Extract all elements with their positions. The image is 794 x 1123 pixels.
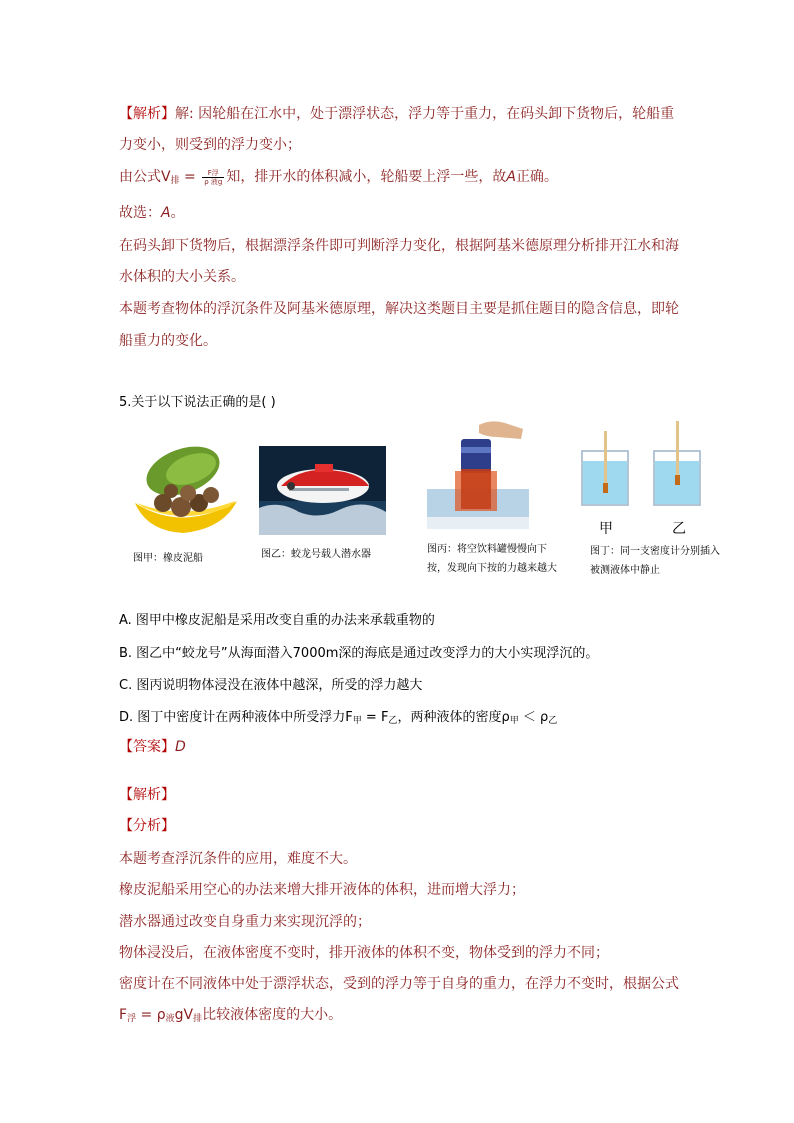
fenxi-tag: 【分析】 (119, 818, 175, 834)
option-d: D. 图丁中密度计在两种液体中所受浮力$F_甲 = F_乙$，两种液体的密度$\rho_甲 < \rho_乙$ (119, 710, 558, 726)
analysis-bottom-line-3: 潜水器通过改变自身重力来实现沉浮的； (119, 914, 371, 930)
caption-yi: 图乙：蛟龙号载人潜水器 (261, 549, 371, 560)
beaker-label-jia: 甲 (599, 521, 613, 537)
analysis-bottom-line-2: 橡皮泥船采用空心的办法来增大排开液体的体积，进而增大浮力； (119, 882, 525, 898)
figure-submersible (259, 446, 386, 535)
analysis-bottom-line-6: $F_浮 = \rho_液gV_排$比较液体密度的大小。 (119, 1007, 343, 1024)
caption-ding: 图丁：同一支密度计分别插入被测液体中静止 (590, 546, 720, 576)
figure-hydrometers (580, 421, 716, 507)
choose-line: 故选：A。 (119, 205, 185, 221)
caption-bing: 图丙：将空饮料罐慢慢向下按，发现向下按的力越来越大 (427, 544, 557, 574)
caption-jia: 图甲：橡皮泥船 (133, 553, 203, 564)
figure-rubber-boat (133, 441, 239, 538)
analysis-paragraph-4b: 水体积的大小关系。 (119, 269, 245, 285)
analysis-paragraph-5b: 船重力的变化。 (119, 333, 217, 349)
analysis-bottom-line-4: 物体浸没后，在液体密度不变时，排开液体的体积不变，物体受到的浮力不同； (119, 945, 609, 961)
analysis-bottom-line-1: 本题考查浮沉条件的应用，难度不大。 (119, 851, 357, 867)
formula-line: 由公式$V_排$ = $\frac{\text{F浮}}{\text{ρ 液g}}$ 知，排开水的体积减小，轮船要上浮一些，故A正确。 (119, 168, 558, 186)
analysis-paragraph-4a: 在码头卸下货物后，根据漂浮条件即可判断浮力变化，根据阿基米德原理分析排开江水和海 (119, 238, 679, 254)
analysis-bottom-line-5: 密度计在不同液体中处于漂浮状态，受到的浮力等于自身的重力，在浮力不变时，根据公式 (119, 976, 679, 992)
answer-line (119, 737, 186, 757)
answer-value: D (175, 739, 186, 755)
formula-fraction: $\frac{\text{F浮}}{\text{ρ 液g}}$ (204, 168, 223, 186)
analysis-paragraph-5a: 本题考查物体的浮沉条件及阿基米德原理，解决这类题目主要是抓住题目的隐含信息，即轮 (119, 301, 679, 317)
option-a: A. 图甲中橡皮泥船是采用改变自重的办法来承载重物的 (119, 613, 435, 628)
beaker-label-yi: 乙 (672, 521, 686, 537)
option-c: C. 图丙说明物体浸没在液体中越深，所受的浮力越大 (119, 678, 423, 693)
figure-can-in-water (427, 419, 529, 529)
question-stem: 5.关于以下说法正确的是( ) (119, 395, 276, 410)
analysis-tag-bottom: 【解析】 (119, 787, 175, 803)
analysis-paragraph-1b: 力变小，则受到的浮力变小； (119, 137, 301, 153)
answer-tag: 【答案】 (119, 739, 175, 755)
analysis-paragraph-1a: 【解析】解: 因轮船在江水中，处于漂浮状态，浮力等于重力，在码头卸下货物后，轮船重 (119, 106, 675, 122)
analysis-tag: 【解析】 (119, 106, 175, 122)
option-b: B. 图乙中“蛟龙号”从海面潜入7000m深的海底是通过改变浮力的大小实现浮沉的。 (119, 646, 599, 661)
